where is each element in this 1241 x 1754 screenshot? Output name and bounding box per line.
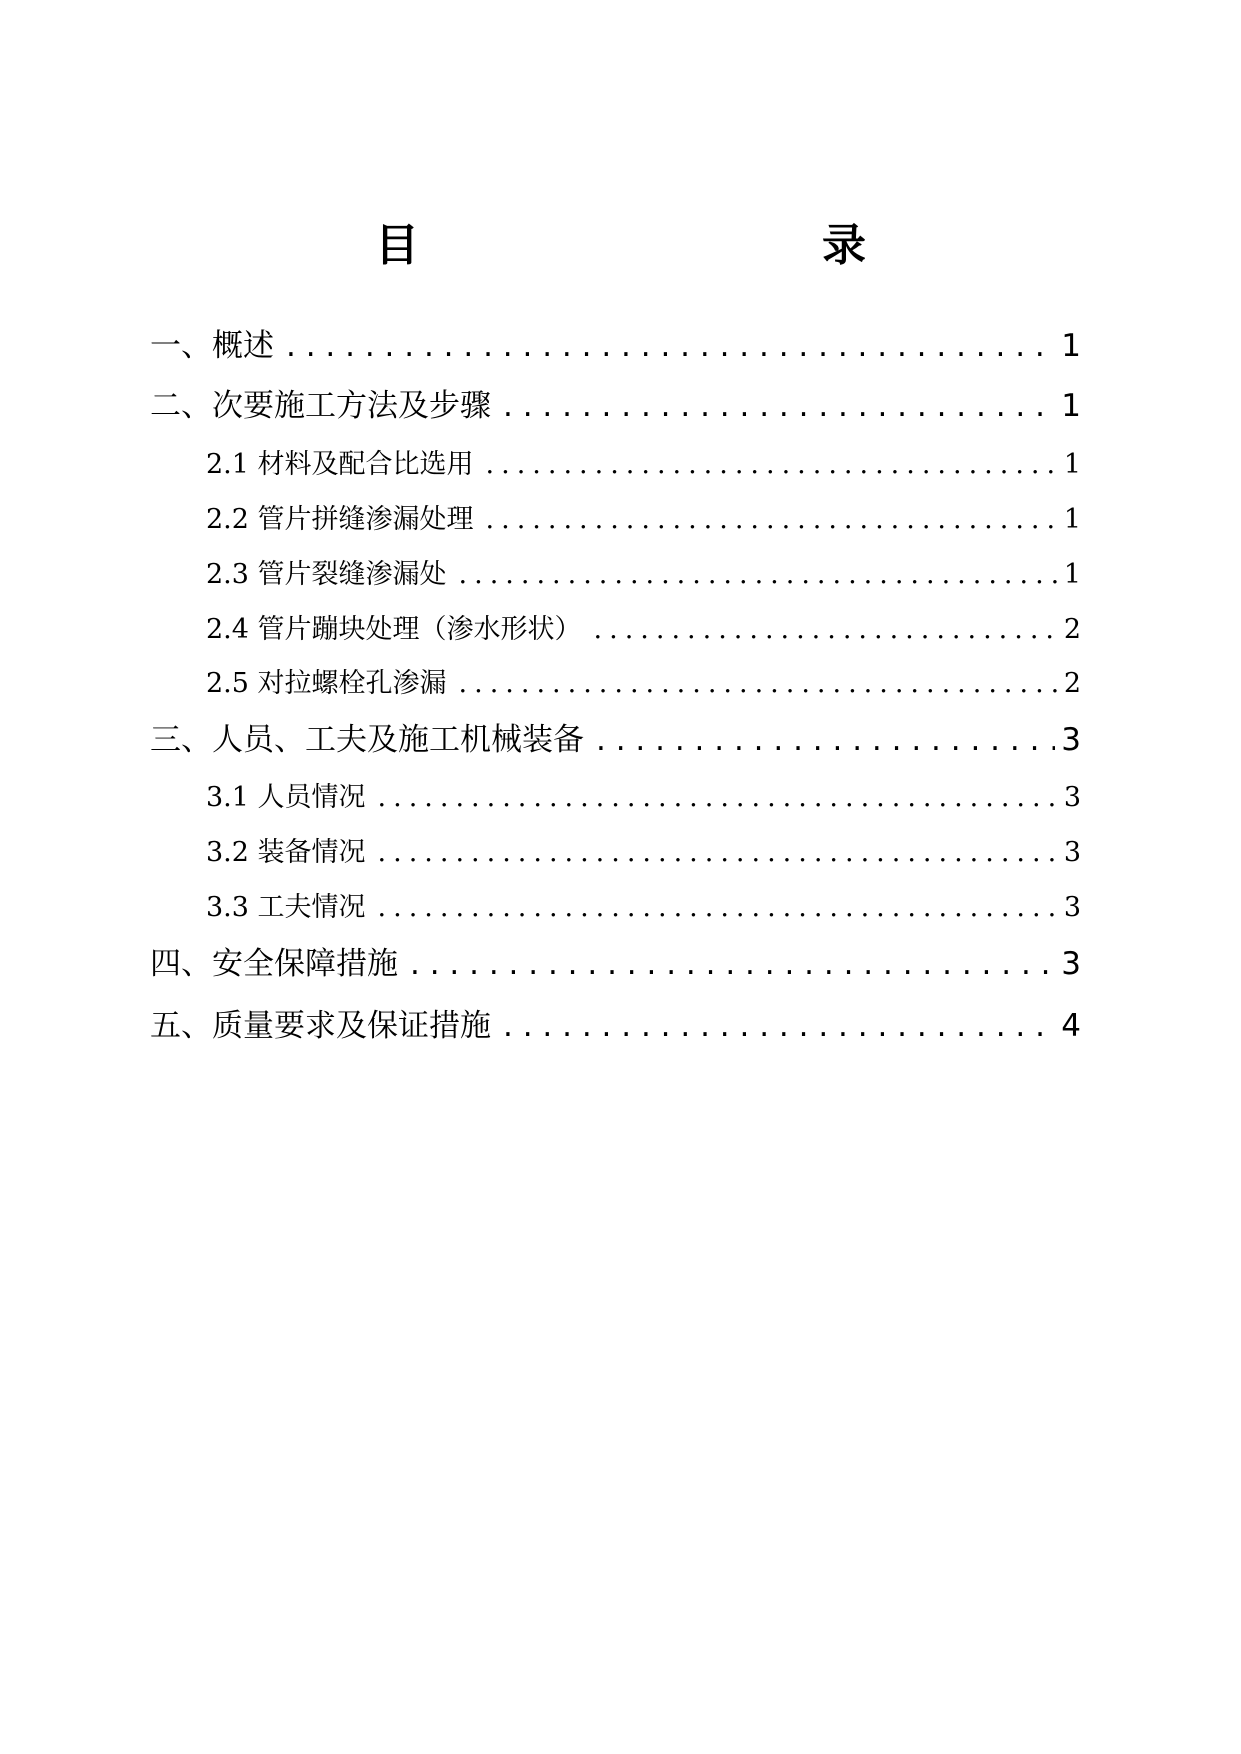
dot-leader [594, 612, 1058, 648]
toc-entry[interactable] [206, 835, 1081, 871]
dot-leader [410, 944, 1055, 984]
dot-leader [286, 326, 1055, 366]
toc-entry-label: 2.4 管片蹦块处理（渗水形状） [206, 614, 582, 645]
toc-entry[interactable] [150, 944, 1081, 984]
toc-entry-page: 1 [1061, 328, 1081, 364]
dot-leader [486, 502, 1058, 538]
toc-entry-page: 3 [1063, 837, 1081, 868]
dot-leader [378, 835, 1058, 871]
toc-entry[interactable] [150, 386, 1081, 426]
toc-entry-page: 4 [1061, 1008, 1081, 1044]
dot-leader [459, 666, 1058, 702]
toc-entry[interactable] [150, 1006, 1081, 1046]
toc-entry-page: 1 [1061, 388, 1081, 424]
dot-leader [503, 1006, 1055, 1046]
toc-entry-label: 五、质量要求及保证措施 [150, 1008, 491, 1044]
toc-entry-label: 2.2 管片拼缝渗漏处理 [206, 504, 474, 535]
toc-entry[interactable] [206, 780, 1081, 816]
toc-entry-label: 3.1 人员情况 [206, 782, 366, 813]
dot-leader [459, 557, 1058, 593]
toc-entry-page: 3 [1061, 946, 1081, 982]
toc-entry[interactable] [206, 666, 1081, 702]
toc-entry[interactable] [206, 557, 1081, 593]
dot-leader [486, 447, 1058, 483]
toc-entry[interactable] [206, 890, 1081, 926]
toc-entry-label: 三、人员、工夫及施工机械装备 [150, 722, 584, 758]
toc-entry[interactable] [206, 447, 1081, 483]
toc-entry-label: 3.2 装备情况 [206, 837, 366, 868]
toc-entry-page: 3 [1063, 782, 1081, 813]
toc-entry-label: 2.5 对拉螺栓孔渗漏 [206, 668, 447, 699]
toc-entry-label: 二、次要施工方法及步骤 [150, 388, 491, 424]
toc-entry[interactable] [206, 612, 1081, 648]
toc-entry-label: 四、安全保障措施 [150, 946, 398, 982]
toc-entry[interactable] [150, 326, 1081, 366]
toc-title: 目 录 [375, 220, 971, 271]
toc-entry-page: 2 [1063, 614, 1081, 645]
toc-entry-page: 3 [1063, 892, 1081, 923]
toc-entry[interactable] [150, 720, 1081, 760]
toc-entry-page: 2 [1063, 668, 1081, 699]
toc-entry-page: 1 [1063, 449, 1081, 480]
toc-entry-label: 一、概述 [150, 328, 274, 364]
toc-entry[interactable] [206, 502, 1081, 538]
dot-leader [378, 890, 1058, 926]
dot-leader [503, 386, 1055, 426]
toc-entry-page: 1 [1063, 559, 1081, 590]
toc-entry-label: 2.1 材料及配合比选用 [206, 449, 474, 480]
toc-entry-page: 1 [1063, 504, 1081, 535]
dot-leader [378, 780, 1058, 816]
toc-entry-page: 3 [1061, 722, 1081, 758]
toc-entry-label: 2.3 管片裂缝渗漏处 [206, 559, 447, 590]
dot-leader [596, 720, 1055, 760]
toc-entry-label: 3.3 工夫情况 [206, 892, 366, 923]
